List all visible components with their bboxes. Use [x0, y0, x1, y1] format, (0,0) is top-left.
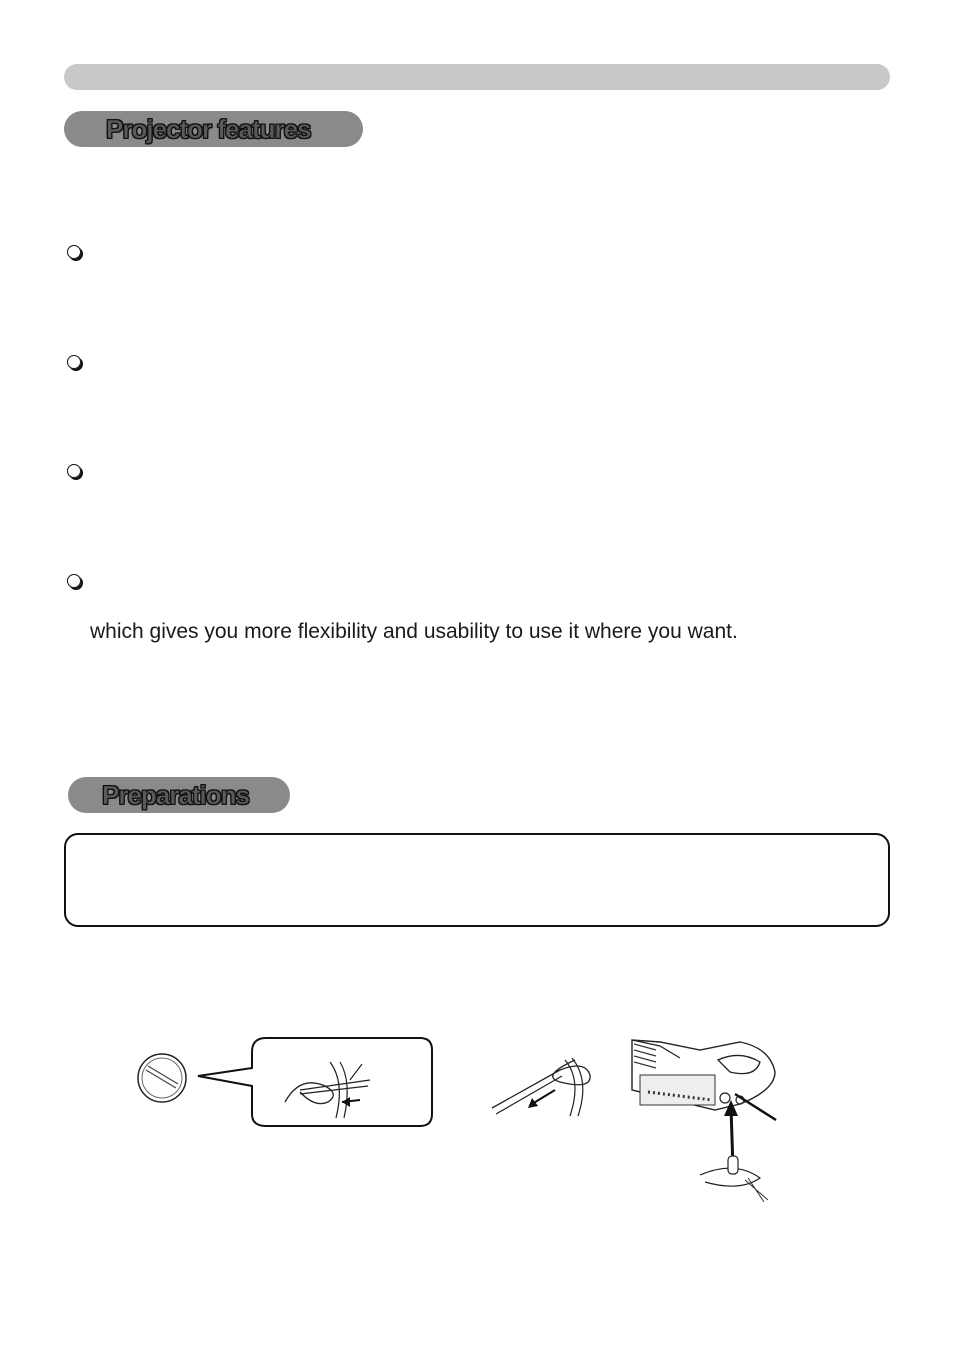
callout-bubble — [198, 1038, 432, 1126]
section-title: Projector features — [106, 113, 311, 144]
section-heading-preparations — [68, 777, 290, 813]
feature-text: which gives you more flexibility and usability to use it where you want. — [90, 620, 738, 643]
lens-cap-illustration — [138, 1054, 186, 1102]
strap-loop-illustration — [492, 1058, 590, 1116]
section-title: Preparations — [102, 779, 249, 810]
bullet-icon — [66, 244, 84, 262]
notice-box — [64, 833, 890, 927]
bullet-icon — [66, 573, 84, 591]
projector-illustration — [632, 1040, 776, 1202]
illustrations — [0, 1020, 954, 1220]
bullet-icon — [66, 463, 84, 481]
bullet-icon — [66, 354, 84, 372]
header-bar — [64, 64, 890, 90]
section-heading-features — [64, 111, 363, 147]
